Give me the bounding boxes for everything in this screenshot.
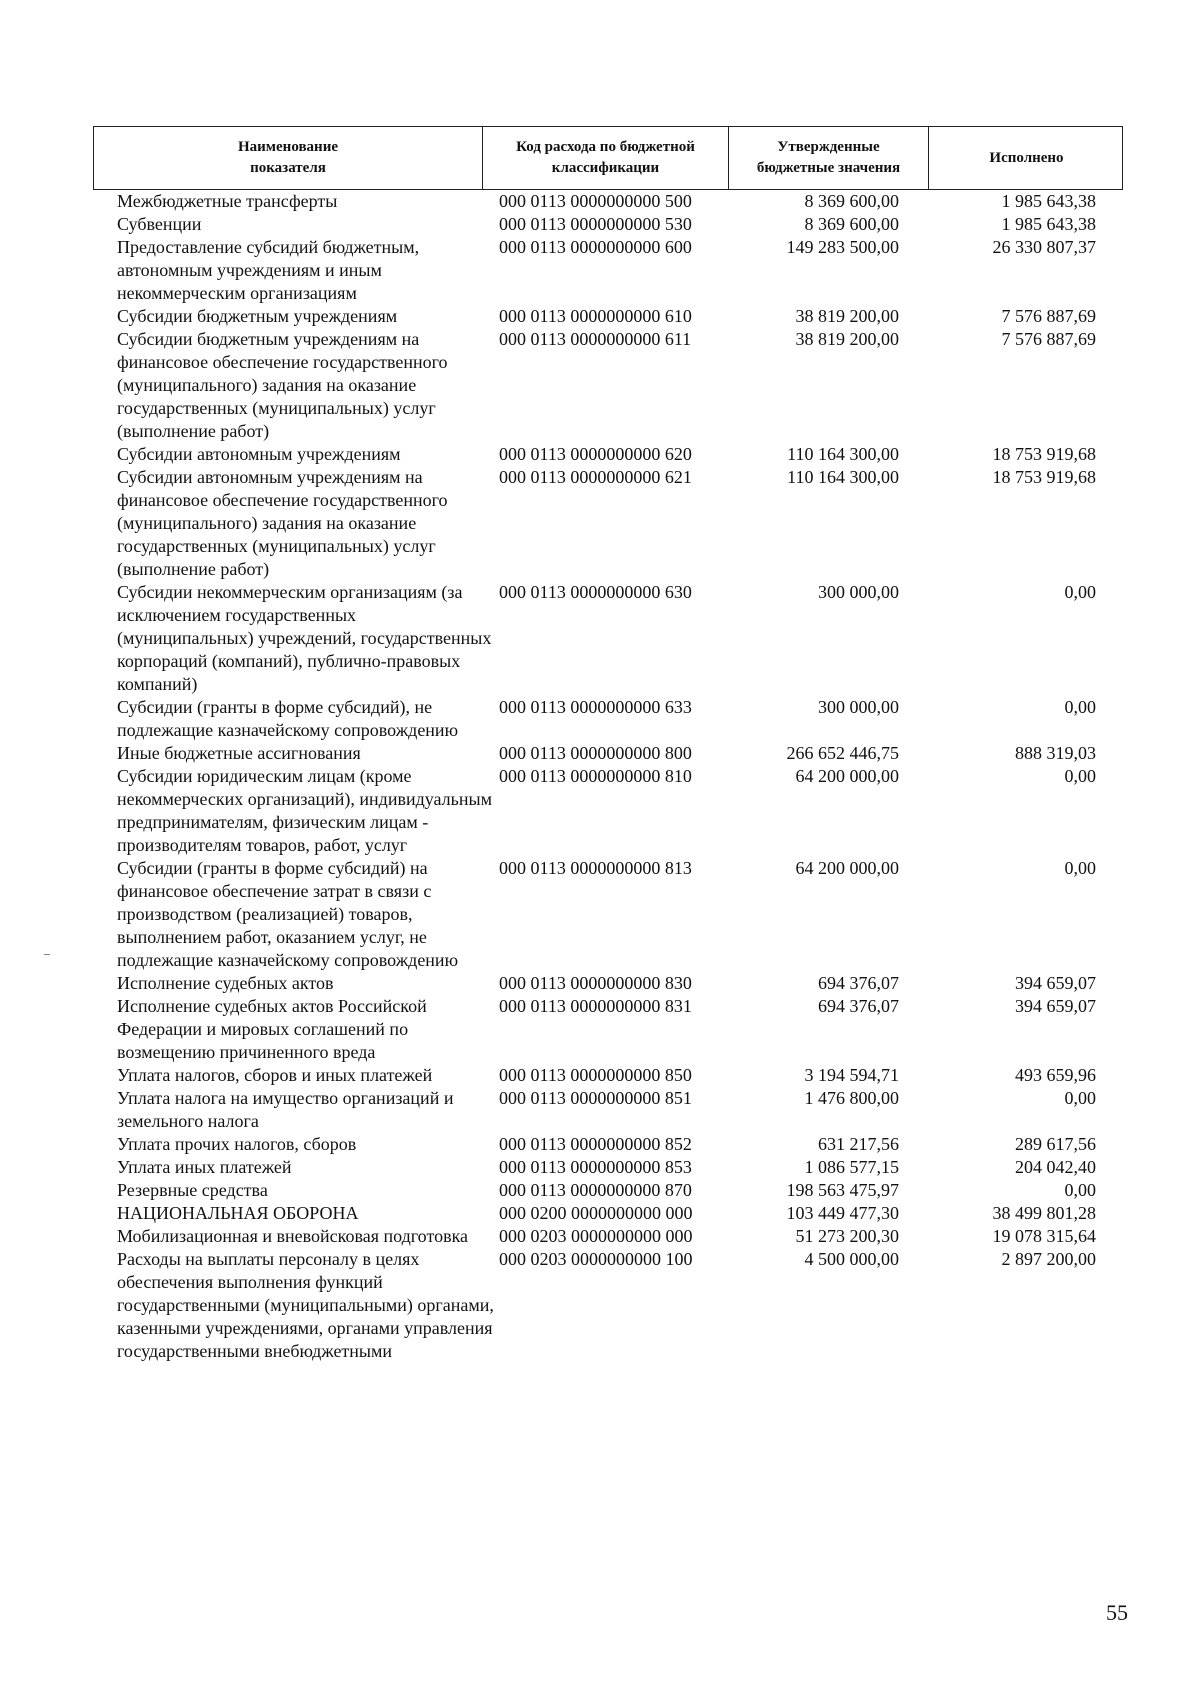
row-name: Уплата налога на имущество организаций и земельного налога	[117, 1088, 454, 1131]
row-code: 000 0113 0000000000 800	[499, 743, 692, 763]
row-name: Субвенции	[117, 214, 202, 234]
row-executed: 26 330 807,37	[992, 237, 1096, 257]
row-code: 000 0113 0000000000 852	[499, 1134, 692, 1154]
row-code: 000 0113 0000000000 600	[499, 237, 692, 257]
row-approved: 38 819 200,00	[795, 329, 899, 349]
row-name: Расходы на выплаты персоналу в целях обеспечения выполнения функций государственными (муниципальными) органами, казенными учреждениями, органами управления государственными внебюджетными	[117, 1249, 494, 1361]
table-row	[117, 1156, 1127, 1179]
header-executed: Исполнено	[989, 149, 1064, 166]
table-row	[117, 190, 1127, 213]
row-approved: 1 476 800,00	[804, 1088, 899, 1108]
row-name: Уплата иных платежей	[117, 1157, 292, 1177]
table-row	[117, 1179, 1127, 1202]
row-code: 000 0203 0000000000 100	[499, 1249, 693, 1269]
table-row	[117, 857, 1127, 972]
row-name: Иные бюджетные ассигнования	[117, 743, 361, 763]
row-approved: 300 000,00	[818, 697, 899, 717]
row-name: Субсидии юридическим лицам (кроме некоммерческих организаций), индивидуальным предпринимателям, физическим лицам - производителям товаров, работ, услуг	[117, 766, 492, 855]
table-row	[117, 696, 1127, 742]
table-row	[117, 1225, 1127, 1248]
row-name: Субсидии (гранты в форме субсидий) на финансовое обеспечение затрат в связи с производством (реализацией) товаров, выполнением работ, оказанием услуг, не подлежащие казначейскому сопровождению	[117, 858, 459, 970]
row-executed: 394 659,07	[1015, 973, 1096, 993]
row-code: 000 0113 0000000000 611	[499, 329, 692, 349]
row-code: 000 0113 0000000000 530	[499, 214, 692, 234]
row-name: Исполнение судебных актов Российской Федерации и мировых соглашений по возмещению причиненного вреда	[117, 996, 427, 1062]
row-approved: 3 194 594,71	[804, 1065, 899, 1085]
table-row	[117, 995, 1127, 1064]
row-name: Субсидии бюджетным учреждениям на финансовое обеспечение государственного (муниципального) задания на оказание государственных (муниципальных) услуг (выполнение работ)	[117, 329, 448, 441]
row-code: 000 0113 0000000000 633	[499, 697, 692, 717]
header-name: Наименование показателя	[94, 127, 483, 189]
row-approved: 110 164 300,00	[787, 467, 899, 487]
row-code: 000 0113 0000000000 630	[499, 582, 692, 602]
row-name: Субсидии автономным учреждениям на финансовое обеспечение государственного (муниципального) задания на оказание государственных (муниципальных) услуг (выполнение работ)	[117, 467, 448, 579]
row-executed: 1 985 643,38	[1001, 191, 1096, 211]
row-code: 000 0113 0000000000 851	[499, 1088, 692, 1108]
row-code: 000 0113 0000000000 870	[499, 1180, 692, 1200]
row-approved: 38 819 200,00	[795, 306, 899, 326]
row-name: Исполнение судебных актов	[117, 973, 334, 993]
table-row	[117, 1064, 1127, 1087]
table-row	[117, 1087, 1127, 1133]
row-approved: 1 086 577,15	[804, 1157, 899, 1177]
row-name: Уплата налогов, сборов и иных платежей	[117, 1065, 433, 1085]
row-executed: 0,00	[1064, 697, 1096, 717]
row-name: НАЦИОНАЛЬНАЯ ОБОРОНА	[117, 1203, 359, 1223]
row-approved: 110 164 300,00	[787, 444, 899, 464]
table-header	[93, 126, 1123, 190]
row-code: 000 0113 0000000000 621	[499, 467, 692, 487]
row-name: Субсидии некоммерческим организациям (за исключением государственных (муниципальных) учреждений, государственных корпораций (компаний), публично-правовых компаний)	[117, 582, 492, 694]
row-name: Межбюджетные трансферты	[117, 191, 338, 211]
row-executed: 0,00	[1064, 858, 1096, 878]
row-executed: 1 985 643,38	[1001, 214, 1096, 234]
row-executed: 18 753 919,68	[992, 444, 1096, 464]
row-approved: 8 369 600,00	[804, 191, 899, 211]
row-name: Предоставление субсидий бюджетным, автономным учреждениям и иным некоммерческим организациям	[117, 237, 420, 303]
row-approved: 631 217,56	[818, 1134, 899, 1154]
table-row	[117, 305, 1127, 328]
row-executed: 204 042,40	[1015, 1157, 1096, 1177]
row-name: Субсидии (гранты в форме субсидий), не подлежащие казначейскому сопровождению	[117, 697, 459, 740]
row-code: 000 0113 0000000000 500	[499, 191, 692, 211]
row-approved: 64 200 000,00	[795, 858, 899, 878]
table-body	[117, 190, 1127, 1363]
table-row	[117, 213, 1127, 236]
row-executed: 18 753 919,68	[992, 467, 1096, 487]
row-code: 000 0113 0000000000 810	[499, 766, 692, 786]
table-row	[117, 742, 1127, 765]
row-executed: 888 319,03	[1015, 743, 1096, 763]
row-approved: 266 652 446,75	[786, 743, 899, 763]
table-row	[117, 1202, 1127, 1225]
row-executed: 38 499 801,28	[992, 1203, 1096, 1223]
row-name: Субсидии автономным учреждениям	[117, 444, 401, 464]
row-code: 000 0200 0000000000 000	[499, 1203, 693, 1223]
row-name: Мобилизационная и вневойсковая подготовка	[117, 1226, 469, 1246]
row-code: 000 0113 0000000000 610	[499, 306, 692, 326]
row-approved: 198 563 475,97	[786, 1180, 899, 1200]
row-executed: 0,00	[1064, 1088, 1096, 1108]
table-row	[117, 1133, 1127, 1156]
row-approved: 149 283 500,00	[786, 237, 899, 257]
row-executed: 7 576 887,69	[1001, 306, 1096, 326]
row-executed: 0,00	[1064, 1180, 1096, 1200]
row-executed: 2 897 200,00	[1001, 1249, 1096, 1269]
page-number: 55	[1106, 1600, 1128, 1625]
table-row	[117, 443, 1127, 466]
row-code: 000 0113 0000000000 850	[499, 1065, 692, 1085]
row-code: 000 0113 0000000000 813	[499, 858, 692, 878]
row-approved: 694 376,07	[818, 973, 899, 993]
row-executed: 289 617,56	[1015, 1134, 1096, 1154]
table-row	[117, 765, 1127, 857]
row-name: Субсидии бюджетным учреждениям	[117, 306, 398, 326]
table-row	[117, 581, 1127, 696]
row-code: 000 0113 0000000000 620	[499, 444, 692, 464]
table-row	[117, 972, 1127, 995]
row-executed: 0,00	[1064, 582, 1096, 602]
row-executed: 0,00	[1064, 766, 1096, 786]
scan-mark	[44, 954, 50, 955]
header-code: Код расхода по бюджетной классификации	[483, 127, 729, 189]
row-approved: 8 369 600,00	[804, 214, 899, 234]
row-code: 000 0203 0000000000 000	[499, 1226, 693, 1246]
row-code: 000 0113 0000000000 830	[499, 973, 692, 993]
table-row	[117, 236, 1127, 305]
row-approved: 103 449 477,30	[786, 1203, 899, 1223]
row-approved: 694 376,07	[818, 996, 899, 1016]
row-approved: 64 200 000,00	[795, 766, 899, 786]
table-row	[117, 328, 1127, 443]
table-row	[117, 1248, 1127, 1363]
row-executed: 493 659,96	[1015, 1065, 1096, 1085]
row-executed: 394 659,07	[1015, 996, 1096, 1016]
header-approved: Утвержденные бюджетные значения	[729, 127, 929, 189]
row-name: Уплата прочих налогов, сборов	[117, 1134, 357, 1154]
row-name: Резервные средства	[117, 1180, 268, 1200]
row-approved: 51 273 200,30	[795, 1226, 899, 1246]
row-approved: 4 500 000,00	[804, 1249, 899, 1269]
row-code: 000 0113 0000000000 853	[499, 1157, 692, 1177]
row-code: 000 0113 0000000000 831	[499, 996, 692, 1016]
row-executed: 7 576 887,69	[1001, 329, 1096, 349]
row-approved: 300 000,00	[818, 582, 899, 602]
row-executed: 19 078 315,64	[992, 1226, 1096, 1246]
table-row	[117, 466, 1127, 581]
